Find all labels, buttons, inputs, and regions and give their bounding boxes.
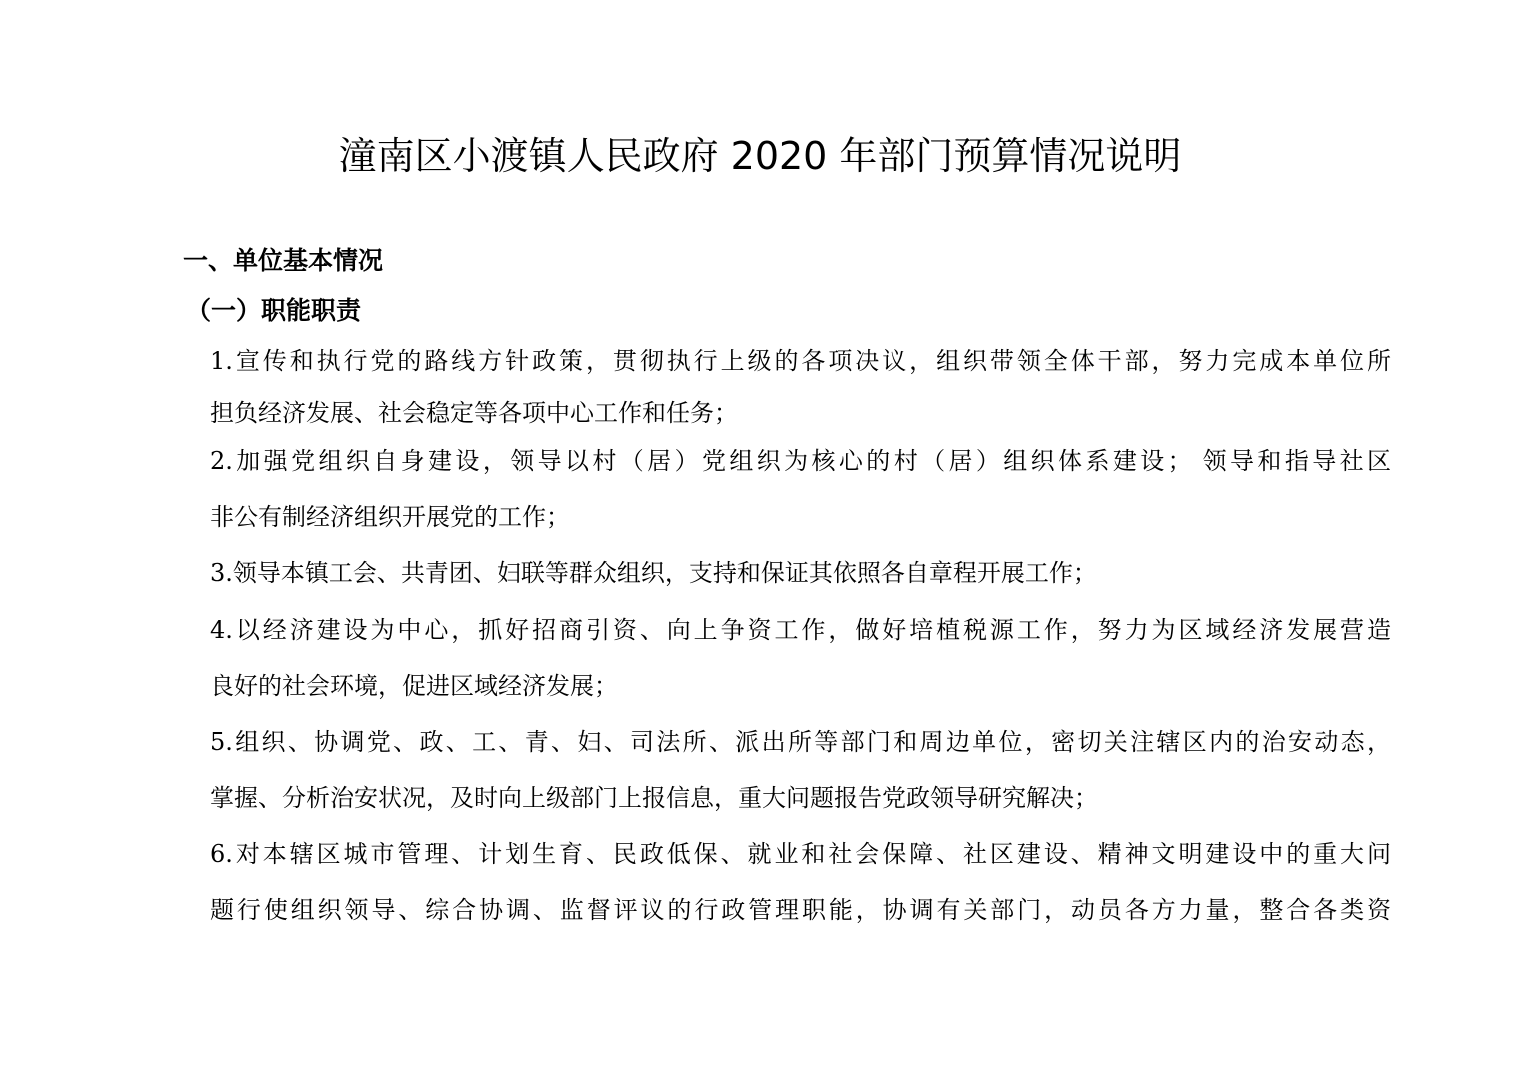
- paragraph-line: 6.对本辖区城市管理、计划生育、民政低保、就业和社会保障、社区建设、精神文明建设中的重大问: [210, 840, 1391, 868]
- paragraph-line: 担负经济发展、社会稳定等各项中心工作和任务；: [210, 399, 738, 427]
- page-title: 潼南区小渡镇人民政府 2020 年部门预算情况说明: [338, 134, 1182, 178]
- paragraph-line: 5.组织、协调党、政、工、青、妇、司法所、派出所等部门和周边单位，密切关注辖区内的治安动态，: [210, 728, 1391, 756]
- paragraph-line: 非公有制经济组织开展党的工作；: [210, 503, 570, 531]
- paragraph-line: 3.领导本镇工会、共青团、妇联等群众组织，支持和保证其依照各自章程开展工作；: [210, 559, 1097, 587]
- paragraph-line: 良好的社会环境，促进区域经济发展；: [210, 672, 618, 700]
- paragraph-line: 掌握、分析治安状况，及时向上级部门上报信息，重大问题报告党政领导研究解决；: [210, 784, 1098, 812]
- paragraph-line: 4.以经济建设为中心，抓好招商引资、向上争资工作，做好培植税源工作，努力为区域经济发展营造: [210, 616, 1391, 644]
- paragraph-line: 1.宣传和执行党的路线方针政策，贯彻执行上级的各项决议，组织带领全体干部，努力完成本单位所: [210, 347, 1391, 375]
- subsection-heading: （一）职能职责: [186, 296, 362, 325]
- paragraph-line: 题行使组织领导、综合协调、监督评议的行政管理职能，协调有关部门，动员各方力量，整合各类资: [210, 896, 1391, 924]
- section-heading: 一、单位基本情况: [183, 246, 384, 275]
- paragraph-line: 2.加强党组织自身建设，领导以村（居）党组织为核心的村（居）组织体系建设； 领导和指导社区: [210, 447, 1391, 475]
